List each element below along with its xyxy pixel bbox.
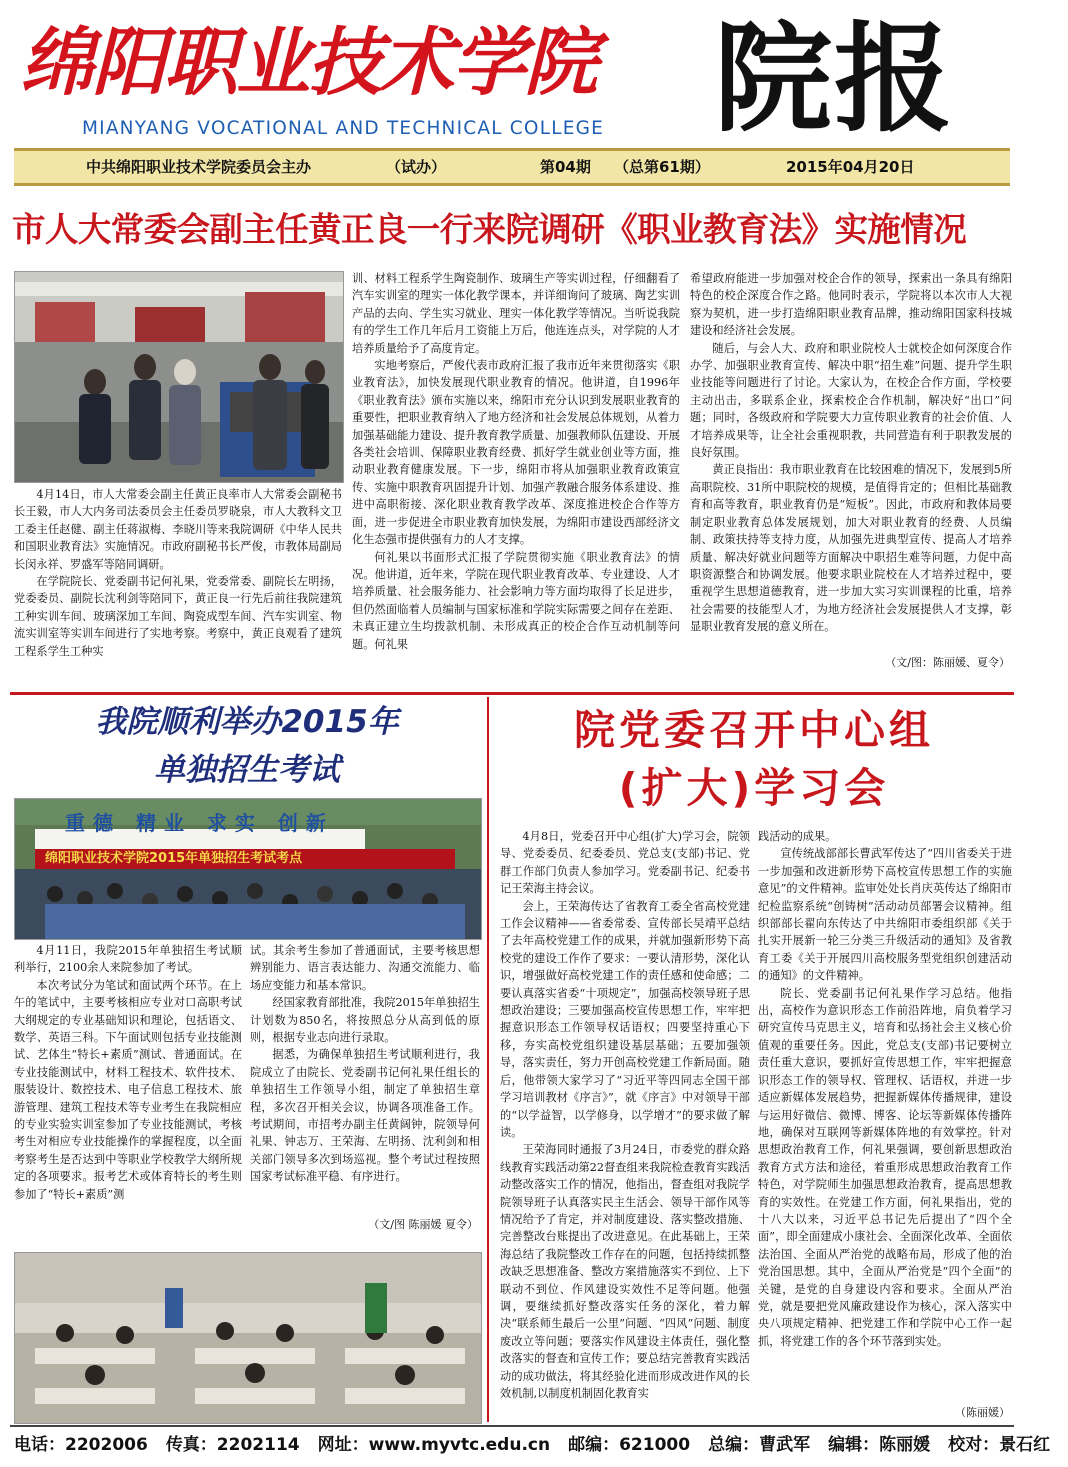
masthead-english-name: MIANYANG VOCATIONAL AND TECHNICAL COLLEGE bbox=[82, 118, 605, 139]
masthead-paper-name: 院报 bbox=[714, 10, 955, 148]
paragraph: 宣传统战部部长曹武军传达了“四川省委关于进一步加强和改进新形势下高校宣传思想工作的实施意见”的文件精神。监审处处长肖庆英传达了绵阳市纪检监察系统“创铸树”活动动员部署会议精神。组织部部长翟向东传达了中共绵阳市委组织部《关于扎实开展新一轮三分类三升级活动的通知》及省教育工委《关于开展四川高校服务型党组织创建活动的通知》的文件精神。 bbox=[758, 847, 1012, 983]
footer-proofreader: 校对：景石红 bbox=[948, 1435, 1051, 1455]
issue-info-bar bbox=[14, 148, 1010, 186]
article3-column-2 bbox=[758, 828, 1012, 1402]
total-issue-number: （总第61期） bbox=[614, 158, 710, 176]
issue-date: 2015年04月20日 bbox=[786, 158, 915, 176]
paragraph: 训、材料工程系学生陶瓷制作、玻璃生产等实训过程，仔细翻看了汽车实训室的理实一体化教学课本，并详细询问了玻璃、陶艺实训产品的去向、学生实习就业、理实一体化教学等情况。当听说我院有的学生工作几年后月工资能上万后，他连连点头，对学院的人才培养质量给予了高度肯定。 bbox=[352, 272, 680, 355]
paragraph: 经国家教育部批准，我院2015年单独招生计划数为850名，将按照总分从高到低的原则，根据专业志向进行录取。 bbox=[250, 996, 480, 1045]
paragraph: 希望政府能进一步加强对校企合作的领导，探索出一条具有绵阳特色的校企深度合作之路。他同时表示，学院将以本次市人大视察为契机，进一步打造绵阳职业教育品牌，推动绵阳国家科技城建设和经济社会发展。 bbox=[690, 272, 1012, 338]
sponsor-text: 中共绵阳职业技术学院委员会主办 bbox=[86, 158, 312, 176]
article2-byline: （文/图 陈丽媛 夏令） bbox=[368, 1218, 478, 1231]
paragraph: 何礼果以书面形式汇报了学院贯彻实施《职业教育法》的情况。他讲道，近年来，学院在现代职业教育改革、专业建设、人才培养质量、社会服务能力、社会影响力等方面均取得了长足进步，但仍然面临着人员编制与国家标准和学院实际需要之间存在差距、未真正建立生均拨款机制、未形成真正的校企合作互动机制等问题。何礼果 bbox=[352, 550, 680, 651]
article1-column-3 bbox=[690, 270, 1012, 650]
article2-column-2 bbox=[250, 942, 480, 1212]
photo-banner-exam: 绵阳职业技术学院2015年单独招生考试考点 bbox=[45, 851, 303, 866]
footer-postcode: 邮编：621000 bbox=[568, 1435, 691, 1455]
paragraph: 实地考察后，严俊代表市政府汇报了我市近年来贯彻落实《职业教育法》，加快发展现代职业教育的情况。他讲道，自1996年《职业教育法》颁布实施以来，绵阳市充分认识到发展职业教育的重要性，把职业教育纳入了地方经济和社会发展总体规划，从着力加强基础能力建设、提升教育教学质量、加强教师队伍建设、开展各类社会培训、保障职业教育经费、抓好学生就业创业等方面，推动职业教育健康发展。下一步，绵阳市将从加强职业教育政策宣传、实施中职教育巩固提升计划、加强产教融合服务体系建设、推进中高职衔接、深化职业教育教学改革、深度推进校企合作等方面，进一步促进全市职业教育加快发展，为绵阳市建设西部经济文化生态强市提供强有力的人才支撑。 bbox=[352, 359, 680, 547]
article2-headline-line1: 我院顺利举办2015年 bbox=[95, 704, 399, 740]
section-divider-vertical bbox=[487, 697, 489, 1422]
article3-byline: （陈丽媛） bbox=[955, 1406, 1010, 1419]
paragraph: 践活动的成果。 bbox=[758, 830, 837, 843]
footer-fax: 传真：2202114 bbox=[165, 1435, 300, 1455]
paragraph: 院长、党委副书记何礼果作学习总结。他指出，高校作为意识形态工作前沿阵地，肩负着学习研究宣传马克思主义，培育和弘扬社会主义核心价值观的重要任务。因此，党总支(支部)书记要树立责任重大意识，要抓好宣传思想工作，牢牢把握意识形态工作的领导权、管理权、话语权，并进一步适应新媒体发展趋势，把握新媒体传播规律，建设与运用好微信、微博、博客、论坛等新媒体传播阵地，确保对互联网等新媒体阵地的有效掌控。针对思想政治教育工作，何礼果强调，要创新思想政治教育方式方法和途径，着重形成思想政治教育工作特色，对学院师生加强思想政治教育，提高思想教育的实效性。在党建工作方面，何礼果指出，党的十八大以来，习近平总书记先后提出了“四个全面”，即全面建成小康社会、全面深化改革、全面依法治国、全面从严治党的战略布局，形成了他的治党治国思想。其中，全面从严治党是“四个全面”的关键，是党的自身建设内容和要求。全面从严治党，就是要把党风廉政建设作为核心，深入落实中央八项规定精神、把党建工作和学院中心工作一起抓，将党建工作的各个环节落到实处。 bbox=[758, 986, 1012, 1348]
footer-divider bbox=[10, 1425, 1014, 1427]
article1-headline: 市人大常委会副主任黄正良一行来院调研《职业教育法》实施情况 bbox=[12, 210, 967, 249]
section-divider-horizontal bbox=[10, 692, 1014, 695]
workshop-visit-image bbox=[15, 272, 343, 482]
issue-number: 第04期 bbox=[540, 158, 591, 176]
paragraph: 会上，王荣海传达了省教育工委全省高校党建工作会议精神——省委常委、宣传部长吴靖平总结了去年高校党建工作的成果，并就加强新形势下高校党的建设工作作了要求：一要认清形势，深化认识，增强做好高校党建工作的责任感和使命感；二要认真落实省委“十项规定”，加强高校领导班子思想政治建设；三要加强高校宣传思想工作，牢牢把握意识形态工作领导权话语权；四要坚持重心下移，夯实高校党组织建设基层基础；五要加强领导，落实责任，努力开创高校党建工作新局面。随后，他带领大家学习了“习近平等四同志全国干部学习培训教材《序言》”，就《序言》中对领导干部的“以学益智，以学修身，以学增才”的要求做了解读。 bbox=[500, 899, 750, 1139]
footer-chief-editor: 总编：曹武军 bbox=[708, 1435, 811, 1455]
article1-column-2 bbox=[352, 270, 680, 686]
paragraph: 黄正良指出：我市职业教育在比较困难的情况下，发展到5所高职院校、31所中职院校的规模，是值得肯定的；但相比基础教育和高等教育，职业教育仍是“短板”。因此，市政府和教体局要制定职业教育总体发展规划，加大对职业教育的经费、人员编制、政策扶持等支持力度，从加强先进典型宣传、提高人才培养质量、解决好就业问题等方面解决中职招生难等问题，力促中高职资源整合和协调发展。他要求职业院校在人才培养过程中，要重视学生思想道德教育，进一步加大实习实训课程的比重，培养社会需要的技能型人才，为地方经济社会发展提供人才支撑，彰显职业教育发展的意义所在。 bbox=[690, 463, 1012, 634]
article1-byline: （文/图：陈丽媛、夏令） bbox=[885, 656, 1010, 669]
masthead-school-name: 绵阳职业技术学院 bbox=[20, 20, 596, 106]
article2-photo-crowd bbox=[14, 798, 482, 940]
article2-column-1 bbox=[14, 942, 242, 1242]
paragraph: 据悉，为确保单独招生考试顺利进行，我院成立了由院长、党委副书记何礼果任组长的单独招生工作领导小组，制定了单独招生章程，多次召开相关会议，协调各项准备工作。考试期间，市招考办副主任黄阔钟，院领导何礼果、钟志万、王荣海、左明扬、沈利剑和相关部门领导多次到场巡视。整个考试过程按照国家考试标准平稳、有序进行。 bbox=[250, 1048, 480, 1184]
footer-editor: 编辑：陈丽媛 bbox=[828, 1435, 931, 1455]
paragraph: 本次考试分为笔试和面试两个环节。在上午的笔试中，主要考核相应专业对口高职考试大纲规定的专业基础知识和理论，包括语文、数学、英语三科。下午面试则包括专业技能测试、艺体生“特长+素质”测试、普通面试。在专业技能测试中，材料工程技术、软件技术、服装设计、数控技术、电子信息工程技术、旅游管理、建筑工程技术等专业考生在我院相应的专业实验实训室参加了专业技能测试，考核考生对相应专业技能操作的掌握程度，以全面考察考生是否达到中等职业学校教学大纲所规定的各项要求。报考艺术或体育特长的考生则参加了“特长+素质”测 bbox=[14, 978, 242, 1201]
photo-banner-motto: 重德 精业 求实 创新 bbox=[65, 811, 334, 835]
footer-website[interactable]: 网址：www.myvtc.edu.cn bbox=[317, 1435, 551, 1455]
exam-classroom-image bbox=[15, 1253, 481, 1423]
article1-column-1 bbox=[14, 486, 342, 686]
article3-headline-line2: (扩大)学习会 bbox=[618, 764, 890, 812]
paragraph: 试。其余考生参加了普通面试，主要考核思想辨别能力、语言表达能力、沟通交流能力、临场应变能力和基本常识。 bbox=[250, 944, 480, 992]
article2-headline-line2: 单独招生考试 bbox=[154, 752, 340, 788]
footer-contact-bar bbox=[14, 1430, 1051, 1460]
paragraph: 4月14日，市人大常委会副主任黄正良率市人大常委会副秘书长王毅，市人大内务司法委员会主任委员罗晓泉，市人大教科文卫工委主任赵健、副主任蒋淑梅、李晓川等来我院调研《中华人民共和国职业教育法》实施情况。市政府副秘书长严俊，市教体局副局长闵永祥、罗盛军等陪同调研。 bbox=[14, 488, 342, 571]
paragraph: 4月8日，党委召开中心组(扩大)学习会，院领导、党委委员、纪委委员、党总支(支部)书记、党群工作部门负责人参加学习。党委副书记、纪委书记王荣海主持会议。 bbox=[500, 830, 750, 896]
footer-phone: 电话：2202006 bbox=[14, 1435, 148, 1455]
article3-column-1 bbox=[500, 828, 750, 1422]
trial-text: （试办） bbox=[386, 158, 447, 176]
paragraph: 王荣海同时通报了3月24日，市委党的群众路线教育实践活动第22督查组来我院检查教育实践活动整改落实工作的情况，他指出，督查组对我院学院领导班子认真落实民主生活会、领导干部作风等情况给予了肯定，并对制度建设、落实整改措施、完善整改台账提出了改进意见。在此基础上，王荣海总结了我院整改工作存在的问题，包括持续抓整改缺乏思想准备、整改方案措施落实不到位、上下联动不到位、作风建设实效性不足等问题。他强调，要继续抓好整改落实任务的深化，着力解决“联系师生最后一公里”问题、“四风”问题、制度废改立等问题；要落实作风建设主体责任，强化整改落实的督查和宣传工作；要总结完善教育实践活动的成功做法，将其经验化进而形成改进作风的长效机制,以制度机制固化教育实 bbox=[500, 1143, 750, 1400]
paragraph: 随后，与会人大、政府和职业院校人士就校企如何深度合作办学、加强职业教育宣传、解决中职“招生难”问题、提升学生职业技能等问题进行了讨论。大家认为，在校企合作方面，学校要主动出击，多联系企业，探索校企合作机制，解决好“出口”问题；同时，各级政府和学院要大力宣传职业教育的社会价值、人才培养成果等，让全社会重视职教，共同营造有利于职教发展的良好氛围。 bbox=[690, 341, 1012, 460]
article1-photo bbox=[14, 271, 344, 483]
paragraph: 在学院院长、党委副书记何礼果，党委常委、副院长左明扬，党委委员、副院长沈利剑等陪同下，黄正良一行先后前往我院建筑工种实训车间、玻璃深加工车间、陶瓷成型车间、汽车实训室、物流实训室等实训车间进行了实地考察。考察中，黄正良观看了建筑工程系学生工种实 bbox=[14, 575, 342, 658]
article2-photo-classroom bbox=[14, 1252, 482, 1424]
paragraph: 4月11日，我院2015年单独招生考试顺利举行，2100余人来院参加了考试。 bbox=[14, 944, 242, 975]
article3-headline-line1: 院党委召开中心组 bbox=[574, 706, 934, 754]
